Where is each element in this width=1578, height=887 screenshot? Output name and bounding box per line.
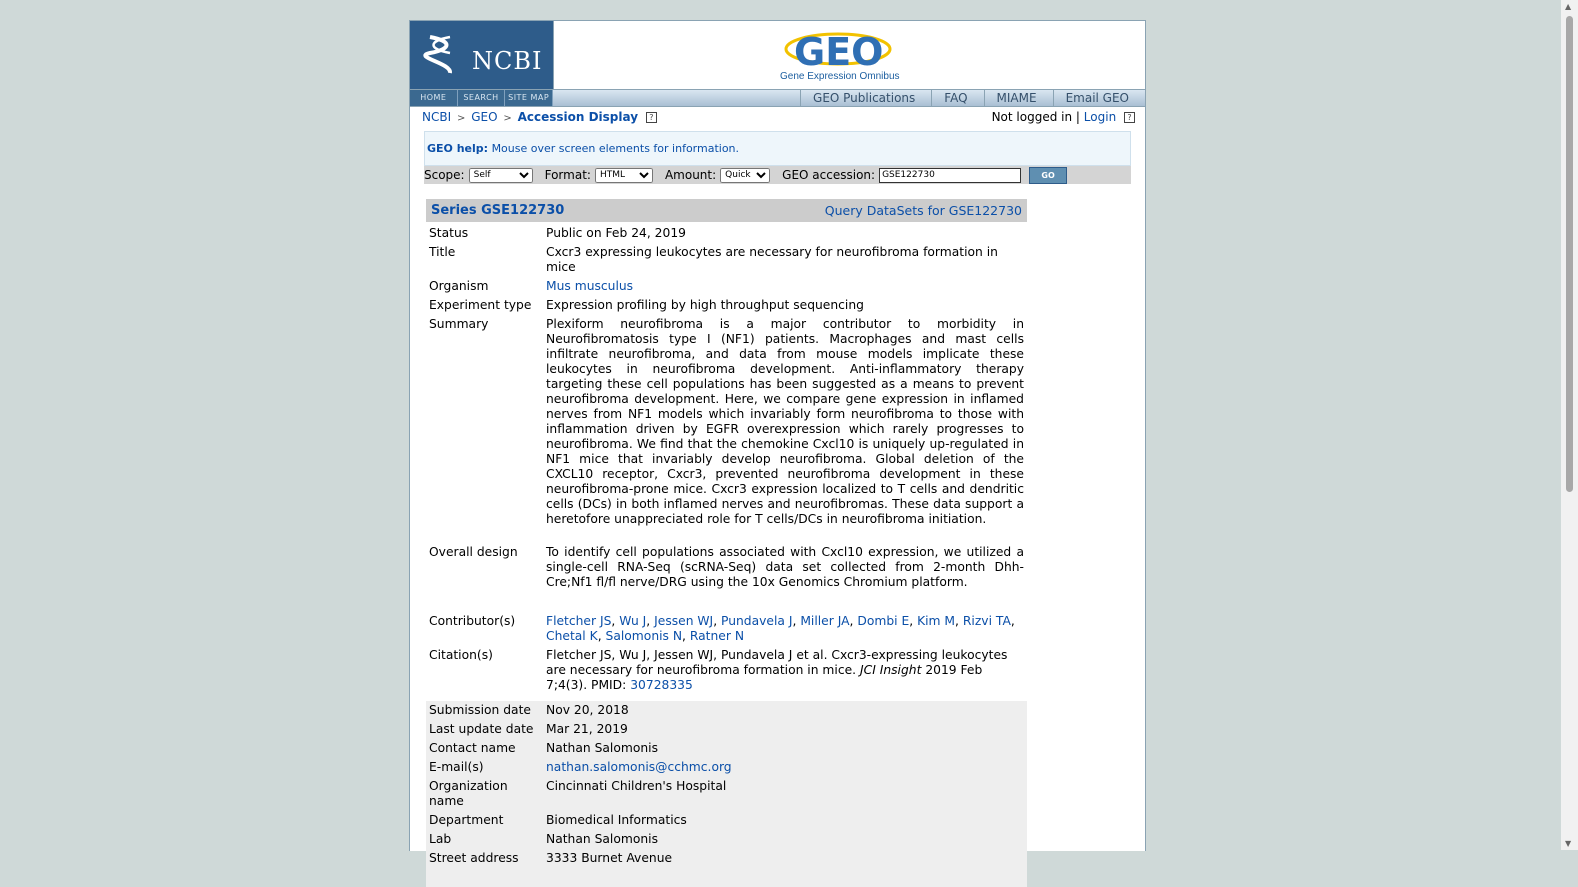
row-label: Citation(s) — [429, 648, 493, 662]
nav-faq[interactable]: FAQ — [931, 90, 983, 106]
page-container — [409, 20, 1146, 865]
amount-select[interactable] — [720, 168, 770, 183]
row-value: Cxcr3 expressing leukocytes are necessary for neurofibroma formation in mice — [546, 245, 998, 274]
contributors-list: Fletcher JS, Wu J, Jessen WJ, Pundavela J, Miller JA, Dombi E, Kim M, Rizvi TA, Chetal K, Salomonis N, Ratner N — [546, 614, 1015, 643]
row-label: Submission date — [426, 701, 543, 720]
row-label: Street address — [426, 849, 543, 868]
row-label: Last update date — [426, 720, 543, 739]
series-table — [426, 224, 1027, 887]
table-row — [426, 646, 1027, 701]
scrollbar-thumb[interactable] — [1566, 16, 1573, 492]
breadcrumb-current: Accession Display — [517, 110, 639, 124]
table-row — [426, 224, 1027, 243]
top-nav — [800, 90, 1145, 106]
nav-site-map[interactable]: SITE MAP — [505, 90, 553, 106]
row-label: E-mail(s) — [426, 758, 543, 777]
table-row — [426, 739, 1027, 758]
row-label: Lab — [426, 830, 543, 849]
login-link[interactable]: Login — [1083, 110, 1117, 124]
row-value: Nov 20, 2018 — [543, 701, 1027, 720]
table-row — [426, 315, 1027, 543]
row-value: Public on Feb 24, 2019 — [546, 226, 686, 240]
series-title: Series GSE122730 — [431, 203, 565, 218]
go-button[interactable]: GO — [1029, 167, 1067, 184]
design-text: To identify cell populations associated with Cxcl10 expression, we utilized a single-cell RNA-Seq (scRNA-Seq) data set collected from 2-month Dhh-Cre;Nf1 fl/fl nerve/DRG using the 10x Genomics Chromium platform. — [546, 545, 1024, 589]
citation-tail: 2019 Feb 7;4(3). PMID: — [546, 663, 983, 692]
help-icon[interactable]: ? — [1124, 112, 1135, 123]
table-row — [426, 243, 1027, 277]
row-label: Experiment type — [429, 298, 532, 312]
login-status: Not logged in — [991, 110, 1073, 124]
table-row — [426, 868, 1027, 887]
row-value: Cincinnati Children's Hospital — [543, 777, 1027, 811]
citation-text: Fletcher JS, Wu J, Jessen WJ, Pundavela J et al. Cxcr3-expressing leukocytes are necessary for neurofibroma formation in mice. — [546, 648, 1008, 677]
contributor-link[interactable]: Rizvi TA — [962, 614, 1011, 628]
nav-home[interactable]: HOME — [410, 90, 458, 106]
row-value: Nathan Salomonis — [543, 830, 1027, 849]
table-row — [426, 543, 1027, 612]
vertical-scrollbar[interactable] — [1561, 0, 1578, 850]
accession-form — [424, 166, 1131, 184]
row-value: 3333 Burnet Avenue — [543, 849, 1027, 868]
nav-geo-publications[interactable]: GEO Publications — [800, 90, 931, 106]
contributor-link[interactable]: Dombi E — [857, 614, 910, 628]
scope-select[interactable] — [469, 168, 533, 183]
table-row — [426, 277, 1027, 296]
table-row — [426, 811, 1027, 830]
format-label: Format: — [544, 168, 591, 182]
row-label: Contact name — [426, 739, 543, 758]
contributor-link[interactable]: Pundavela J — [721, 614, 793, 628]
accession-input[interactable] — [879, 168, 1021, 183]
login-divider: | — [1075, 110, 1080, 124]
query-datasets-link[interactable]: Query DataSets for GSE122730 — [824, 203, 1022, 218]
email-link[interactable]: nathan.salomonis@cchmc.org — [546, 760, 732, 774]
table-row — [426, 777, 1027, 811]
table-row — [426, 612, 1027, 646]
navbar — [410, 90, 1145, 107]
row-label: Summary — [429, 317, 489, 331]
help-label: GEO help: — [427, 142, 489, 155]
breadcrumb — [410, 107, 1145, 127]
header — [410, 21, 1145, 90]
contributor-link[interactable]: Wu J — [619, 614, 647, 628]
row-value: Expression profiling by high throughput sequencing — [546, 298, 864, 312]
scroll-up-arrow-icon[interactable]: ▲ — [1565, 2, 1572, 11]
amount-label: Amount: — [664, 168, 717, 182]
citation — [543, 646, 1027, 701]
row-label: Organization name — [426, 777, 543, 811]
accession-label: GEO accession: — [782, 168, 876, 182]
organism-link[interactable]: Mus musculus — [546, 279, 634, 293]
help-icon[interactable]: ? — [646, 112, 657, 123]
pmid-link[interactable]: 30728335 — [630, 678, 693, 692]
row-value: Mar 21, 2019 — [543, 720, 1027, 739]
table-row — [426, 720, 1027, 739]
scroll-down-arrow-icon[interactable]: ▼ — [1565, 839, 1572, 848]
geo-subtitle: Gene Expression Omnibus — [780, 71, 900, 82]
row-label: Title — [429, 245, 456, 259]
dna-icon — [422, 33, 462, 77]
table-row — [426, 849, 1027, 868]
contributor-link[interactable]: Jessen WJ — [654, 614, 714, 628]
geo-logo[interactable] — [780, 25, 900, 73]
login-area — [992, 107, 1135, 127]
contributor-link[interactable]: Salomonis N — [605, 629, 683, 643]
row-label: Department — [426, 811, 543, 830]
left-nav — [410, 90, 553, 106]
breadcrumb-geo[interactable]: GEO — [471, 110, 498, 124]
row-value: Biomedical Informatics — [543, 811, 1027, 830]
ncbi-logo[interactable] — [410, 21, 554, 89]
table-row — [426, 830, 1027, 849]
nav-miame[interactable]: MIAME — [984, 90, 1053, 106]
row-value: Nathan Salomonis — [543, 739, 1027, 758]
table-row — [426, 701, 1027, 720]
row-label: Overall design — [429, 545, 518, 559]
series-header — [426, 199, 1027, 222]
breadcrumb-separator: > — [503, 113, 512, 124]
table-row — [426, 296, 1027, 315]
breadcrumb-ncbi[interactable]: NCBI — [422, 110, 452, 124]
row-label: Organism — [429, 279, 489, 293]
help-text: Mouse over screen elements for information. — [491, 142, 740, 155]
nav-search[interactable]: SEARCH — [458, 90, 506, 106]
summary-text: Plexiform neurofibroma is a major contributor to morbidity in Neurofibromatosis type I (NF1) patients. Macrophages and mast cells infiltrate neurofibroma, and data from mouse models implicate these leukocytes in neurofibroma development. Anti-inflammatory therapy targeting these cell populations has been suggested as a means to prevent neurofibroma development. Here, we compare gene expression in inflamed nerves from NF1 models which invariably form neurofibroma to those with inflammation driven by EGFR overexpression which rarely progresses to neurofibroma. We find that the chemokine Cxcl10 is uniquely up-regulated in NF1 mice that invariably develop neurofibroma. Global deletion of the CXCL10 receptor, Cxcr3, prevented neurofibroma development in these neurofibroma-prone mice. Cxcr3 expression localized to T cells and dendritic cells (DCs) in both inflamed nerves and neurofibromas. These data support a heretofore unappreciated role for T cells/DCs in neurofibroma initiation. — [546, 317, 1024, 526]
contributor-link[interactable]: Kim M — [917, 614, 956, 628]
contributor-link[interactable]: Fletcher JS — [546, 614, 612, 628]
row-label: Status — [429, 226, 469, 240]
format-select[interactable] — [595, 168, 653, 183]
nav-email-geo[interactable]: Email GEO — [1053, 90, 1145, 106]
geo-logo-text: GEO — [794, 30, 884, 74]
scope-label: Scope: — [424, 168, 465, 182]
series-panel — [426, 199, 1027, 887]
row-label: Contributor(s) — [429, 614, 516, 628]
citation-journal: JCI Insight — [859, 663, 922, 677]
help-box — [424, 131, 1131, 166]
table-row — [426, 758, 1027, 777]
contributor-link[interactable]: Chetal K — [546, 629, 598, 643]
ncbi-logo-text: NCBI — [472, 47, 543, 75]
contributor-link[interactable]: Miller JA — [800, 614, 850, 628]
breadcrumb-separator: > — [456, 113, 466, 124]
contributor-link[interactable]: Ratner N — [689, 629, 745, 643]
